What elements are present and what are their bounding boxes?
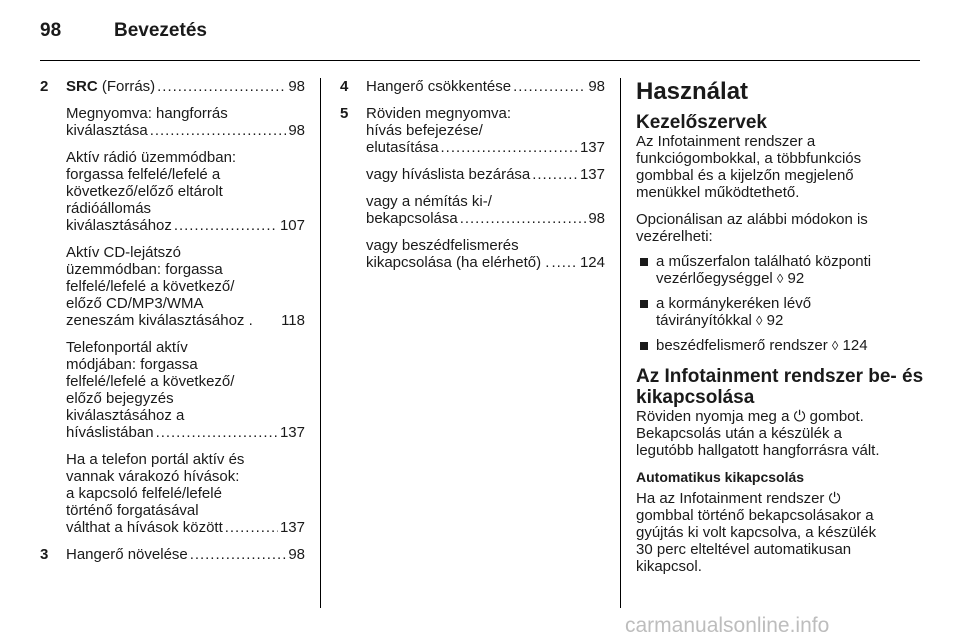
page-ref: 92: [787, 270, 805, 287]
page-ref: 137: [579, 139, 605, 156]
src-radio-para: Aktív rádió üzemmódban: forgassa felfelé/lefelé a következő/előző eltárolt rádióállomás kiválasztásához . . . 107: [66, 149, 305, 234]
bullet-square-icon: [640, 342, 648, 350]
cross-reference-icon: ◊: [831, 338, 839, 353]
voice-off-para: vagy beszédfelismerés kikapcsolása (ha elérhető) . . . . 124: [366, 237, 605, 271]
section-heading: Használat: [636, 78, 749, 105]
page-title: Bevezetés: [114, 20, 207, 41]
item-number: 4: [340, 78, 349, 95]
column-left: [40, 78, 305, 573]
bullet-item: a kormánykeréken lévő távirányítókkal ◊ 92: [636, 295, 920, 329]
page-ref: 92: [766, 312, 784, 329]
item-number: 2: [40, 78, 49, 95]
power-on-para: Röviden nyomja meg a ⏻ gombot. Bekapcsolás után a készülék a legutóbb hallgatott hangforrásra vált.: [636, 408, 880, 459]
list-item-2: 2 SRC (Forrás) . . . 98 Megnyomva: hangforrás kiválasztása . . . 98 Aktív rádió üzemmódban: forgassa felfelé/lefelé a következő/előző eltárolt rádióállomás kiválasztásához . . . 107 Aktív CD-lejátszó üzemmódban: forgassa felfelé/lefelé a következő/ előző CD/MP3/WMA zeneszám kiválasztásához . 118 Telefonportál aktív módjában: forgassa felfelé/lefelé a következő/ előző bejegyzés kiválasztásához a híváslistában . . . 137 Ha a telefon portál aktív és vannak várakozó hívások: a kapcsoló felfelé/lefelé történő forgatásával válthat a hívások között . . . 137: [40, 78, 305, 536]
subheading-controls: Kezelőszervek: [636, 112, 767, 133]
page-header: [40, 20, 207, 42]
power-icon: ⏻: [828, 490, 841, 507]
bullet-square-icon: [640, 258, 648, 266]
page-ref: 124: [579, 254, 605, 271]
page-ref: 124: [842, 337, 868, 354]
bullet-item: a műszerfalon található központi vezérlőegységgel ◊ 92: [636, 253, 920, 287]
src-cd-para: Aktív CD-lejátszó üzemmódban: forgassa felfelé/lefelé a következő/ előző CD/MP3/WMA zeneszám kiválasztásához . 118: [66, 244, 305, 329]
controls-intro: Az Infotainment rendszer a funkciógombokkal, a többfunkciós gombbal és a kijelzőn megjelenő menükkel működtethető.: [636, 133, 862, 201]
hangup-para: Röviden megnyomva: hívás befejezése/ elutasítása . . . 137: [366, 105, 605, 156]
src-press-para: Megnyomva: hangforrás kiválasztása . . . 98: [66, 105, 305, 139]
page-number: 98: [40, 20, 62, 41]
subheading-power: Az Infotainment rendszer be- és kikapcsolása: [636, 366, 924, 408]
bullet-item: beszédfelismerő rendszer ◊ 124: [636, 337, 920, 354]
calllist-close-para: vagy híváslista bezárása . . . 137: [366, 166, 605, 183]
power-icon: ⏻: [793, 408, 806, 425]
header-rule: [40, 60, 920, 61]
bullet-square-icon: [640, 300, 648, 308]
list-item-3: 3 Hangerő növelése . . . 98: [40, 546, 305, 563]
src-waiting-calls-para: Ha a telefon portál aktív és vannak várakozó hívások: a kapcsoló felfelé/lefelé történő forgatásával válthat a hívások között . . . 137: [66, 451, 305, 536]
page-ref: 98: [288, 546, 305, 563]
src-key-label: SRC: [66, 78, 98, 95]
item-number: 5: [340, 105, 349, 122]
auto-off-para: Ha az Infotainment rendszer ⏻ gombbal történő bekapcsolásakor a gyújtás ki volt kapcsolva, a készülék 30 perc elteltével automatikusan kikapcsol.: [636, 490, 877, 575]
watermark: carmanualsonline.info: [625, 614, 830, 637]
page-ref: 98: [288, 122, 305, 139]
mute-para: vagy a némítás ki-/ bekapcsolása . . . 98: [366, 193, 605, 227]
page-ref: 98: [588, 78, 605, 95]
page-ref: 107: [279, 217, 305, 234]
page-ref: 137: [279, 424, 305, 441]
list-item-5: [340, 105, 605, 271]
column-middle: [340, 78, 605, 281]
page-ref: 137: [279, 519, 305, 536]
cross-reference-icon: ◊: [776, 271, 784, 286]
list-item-4: 4 Hangerő csökkentése . . . 98: [340, 78, 605, 95]
page-ref: 137: [579, 166, 605, 183]
page-ref: 98: [588, 210, 605, 227]
src-phone-para: Telefonportál aktív módjában: forgassa felfelé/lefelé a következő/ előző bejegyzés kiválasztásához a híváslistában . . . 137: [66, 339, 305, 441]
column-divider: [320, 78, 321, 608]
item-number: 3: [40, 546, 49, 563]
page-ref: 118: [281, 312, 305, 329]
controls-optional: Opcionálisan az alábbi módokon is vezérelheti:: [636, 211, 868, 245]
subheading-auto-off: Automatikus kikapcsolás: [636, 469, 805, 485]
column-right: [636, 78, 924, 575]
cross-reference-icon: ◊: [756, 313, 763, 328]
column-divider: [620, 78, 621, 608]
page-ref: 98: [288, 78, 305, 95]
